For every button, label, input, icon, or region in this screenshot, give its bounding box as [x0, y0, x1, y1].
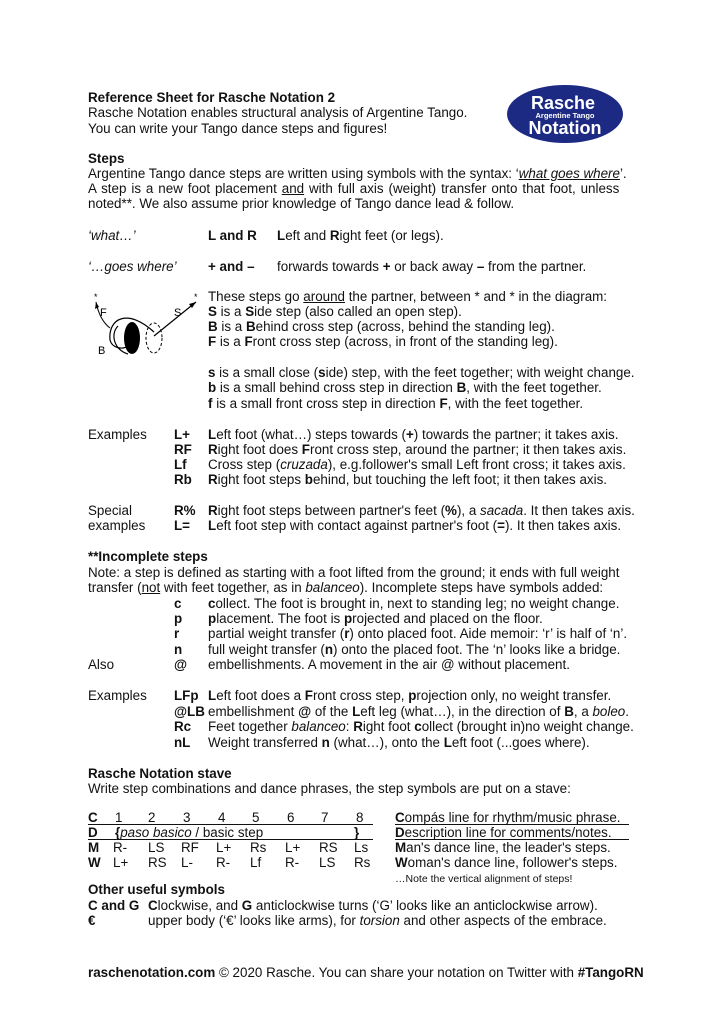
stave-m-label: M — [88, 840, 100, 855]
special-symbol: R% — [174, 503, 196, 518]
logo-word-argentine-tango: Argentine Tango — [535, 111, 595, 120]
what-symbols: L and R — [208, 228, 257, 243]
incomplete-examples-label: Examples — [88, 688, 147, 703]
other-heading: Other useful symbols — [88, 882, 225, 897]
diagram-standing-foot — [124, 322, 140, 354]
stave-cell: 6 — [287, 810, 295, 825]
stave-cell: R- — [216, 855, 231, 870]
logo-word-rasche: Rasche — [530, 93, 596, 113]
example-description: Cross step (cruzada), e.g.follower's small Left front cross; it takes axis. — [208, 457, 626, 472]
special-label: Special — [88, 503, 132, 518]
incomplete-example-description: Weight transferred n (what…), onto the Left foot (...goes where). — [208, 735, 590, 750]
incomplete-symbol: c — [174, 596, 182, 611]
what-label: ‘what…’ — [88, 228, 136, 243]
where-description: forwards towards + or back away – from the partner. — [277, 259, 587, 274]
stave-desc-d: Description line for comments/notes. — [395, 825, 612, 840]
stave-desc-m: Man's dance line, the leader's steps. — [395, 840, 611, 855]
incomplete-example-description: embellishment @ of the Left leg (what…), in the direction of B, a boleo. — [208, 704, 629, 719]
stave-intro: Write step combinations and dance phrases, the step symbols are put on a stave: — [88, 781, 571, 796]
incomplete-example-symbol: @LB — [174, 704, 205, 719]
other-symbol: € — [88, 913, 96, 928]
diagram-arrowhead-left — [95, 302, 99, 309]
incomplete-symbol: n — [174, 642, 183, 657]
incomplete-description: placement. The foot is projected and placed on the floor. — [208, 611, 543, 626]
rasche-logo — [506, 84, 624, 144]
steps-para-2: A step is a new foot placement and with full axis (weight) transfer onto that foot, unless — [88, 181, 620, 196]
stave-d-text: {paso basico / basic step — [115, 825, 264, 840]
stave-cell: 2 — [148, 810, 156, 825]
special-label-2: examples — [88, 518, 146, 533]
also-description: embellishments. A movement in the air @ without placement. — [208, 657, 570, 672]
small-side-line: s is a small close (side) step, with the feet together; with weight change. — [208, 365, 635, 380]
page-title: Reference Sheet for Rasche Notation 2 — [88, 90, 336, 105]
stave-cell: Rs — [250, 840, 267, 855]
stave-cell: L- — [181, 855, 193, 870]
stave-heading: Rasche Notation stave — [88, 766, 232, 781]
diagram-label-b: B — [98, 345, 106, 357]
step-diagram — [88, 288, 204, 368]
stave-cell: L+ — [113, 855, 129, 870]
stave-d-close: } — [354, 825, 360, 840]
steps-para-3: noted**. We also assume prior knowledge of Tango dance lead & follow. — [88, 196, 515, 211]
intro-line-1: Rasche Notation enables structural analysis of Argentine Tango. — [88, 105, 468, 120]
diagram-label-f: F — [100, 307, 107, 319]
incomplete-description: full weight transfer (n) onto the placed foot. The ‘n’ looks like a bridge. — [208, 642, 621, 657]
special-symbol: L= — [174, 518, 190, 533]
example-description: Left foot (what…) steps towards (+) towards the partner; it takes axis. — [208, 427, 619, 442]
incomplete-symbol: p — [174, 611, 183, 626]
example-symbol: Rb — [174, 472, 192, 487]
footer-site-link[interactable]: raschenotation.com — [88, 965, 216, 980]
example-description: Right foot does Front cross step, around the partner; it then takes axis. — [208, 442, 627, 457]
incomplete-description: collect. The foot is brought in, next to standing leg; no weight change. — [208, 596, 620, 611]
diagram-star-right: * — [194, 292, 198, 302]
other-description: upper body (‘€’ looks like arms), for torsion and other aspects of the embrace. — [148, 913, 607, 928]
example-description: Right foot steps behind, but touching the left foot; it then takes axis. — [208, 472, 607, 487]
stave-desc-w: Woman's dance line, follower's steps. — [395, 855, 618, 870]
footer: raschenotation.com © 2020 Rasche. You can share your notation on Twitter with #TangoRN — [88, 965, 644, 980]
stave-cell: R- — [285, 855, 300, 870]
side-step-line: S is a Side step (also called an open step). — [208, 304, 462, 319]
stave-cell: L+ — [285, 840, 301, 855]
other-symbol: C and G — [88, 898, 140, 913]
special-description: Right foot steps between partner's feet (%), a sacada. It then takes axis. — [208, 503, 635, 518]
stave-cell: Ls — [354, 840, 369, 855]
incomplete-note-2: transfer (not with feet together, as in balanceo). Incomplete steps have symbols added: — [88, 580, 604, 595]
stave-cell: 1 — [115, 810, 123, 825]
stave-cell: 8 — [356, 810, 364, 825]
intro-line-2: You can write your Tango dance steps and figures! — [88, 121, 388, 136]
special-description: Left foot step with contact against partner's foot (=). It then takes axis. — [208, 518, 622, 533]
incomplete-example-description: Left foot does a Front cross step, projection only, no weight transfer. — [208, 688, 612, 703]
where-symbols: + and – — [208, 259, 255, 274]
small-front-line: f is a small front cross step in direction F, with the feet together. — [208, 396, 584, 411]
example-symbol: L+ — [174, 427, 190, 442]
small-behind-line: b is a small behind cross step in direction B, with the feet together. — [208, 380, 602, 395]
front-step-line: F is a Front cross step (across, in front of the standing leg). — [208, 334, 558, 349]
steps-para-1: Argentine Tango dance steps are written using symbols with the syntax: ‘what goes where’. — [88, 166, 627, 181]
stave-w-label: W — [88, 855, 101, 870]
incomplete-example-symbol: LFp — [174, 688, 199, 703]
examples-label: Examples — [88, 427, 147, 442]
where-label: ‘…goes where’ — [88, 259, 177, 274]
incomplete-example-symbol: Rc — [174, 719, 192, 734]
stave-cell: R- — [113, 840, 128, 855]
stave-cell: 4 — [218, 810, 226, 825]
stave-cell: RS — [148, 855, 167, 870]
diagram-star-left: * — [94, 292, 98, 302]
incomplete-heading: **Incomplete steps — [88, 549, 208, 564]
example-symbol: RF — [174, 442, 192, 457]
stave-c-label: C — [88, 810, 98, 825]
stave-cell: Rs — [354, 855, 371, 870]
incomplete-example-description: Feet together balanceo: Right foot collect (brought in)no weight change. — [208, 719, 634, 734]
logo-word-notation: Notation — [528, 118, 602, 138]
incomplete-example-symbol: nL — [174, 735, 191, 750]
incomplete-symbol: r — [174, 626, 180, 641]
what-description: Left and Right feet (or legs). — [277, 228, 444, 243]
diagram-label-s: S — [174, 307, 182, 319]
stave-cell: 7 — [321, 810, 329, 825]
stave-d-label: D — [88, 825, 98, 840]
other-description: Clockwise, and G anticlockwise turns (‘G’ looks like an anticlockwise arrow). — [148, 898, 598, 913]
stave-cell: LS — [148, 840, 165, 855]
stave-cell: RS — [319, 840, 338, 855]
behind-step-line: B is a Behind cross step (across, behind the standing leg). — [208, 319, 555, 334]
stave-note: …Note the vertical alignment of steps! — [395, 873, 573, 885]
stave-cell: 5 — [252, 810, 260, 825]
example-symbol: Lf — [174, 457, 187, 472]
stave-cell: LS — [319, 855, 336, 870]
also-label: Also — [88, 657, 115, 672]
stave-cell: L+ — [216, 840, 232, 855]
stave-cell: RF — [181, 840, 199, 855]
around-line: These steps go around the partner, between * and * in the diagram: — [208, 289, 608, 304]
stave-desc-c: Compás line for rhythm/music phrase. — [395, 810, 621, 825]
stave-cell: 3 — [183, 810, 191, 825]
footer-hashtag[interactable]: #TangoRN — [577, 965, 644, 980]
incomplete-note-1: Note: a step is defined as starting with a foot lifted from the ground; it ends with full weight — [88, 565, 620, 580]
steps-heading: Steps — [88, 151, 125, 166]
also-symbol: @ — [174, 657, 188, 672]
incomplete-description: partial weight transfer (r) onto placed foot. Aide memoir: ‘r’ is half of ‘n’. — [208, 626, 628, 641]
stave-cell: Lf — [250, 855, 262, 870]
